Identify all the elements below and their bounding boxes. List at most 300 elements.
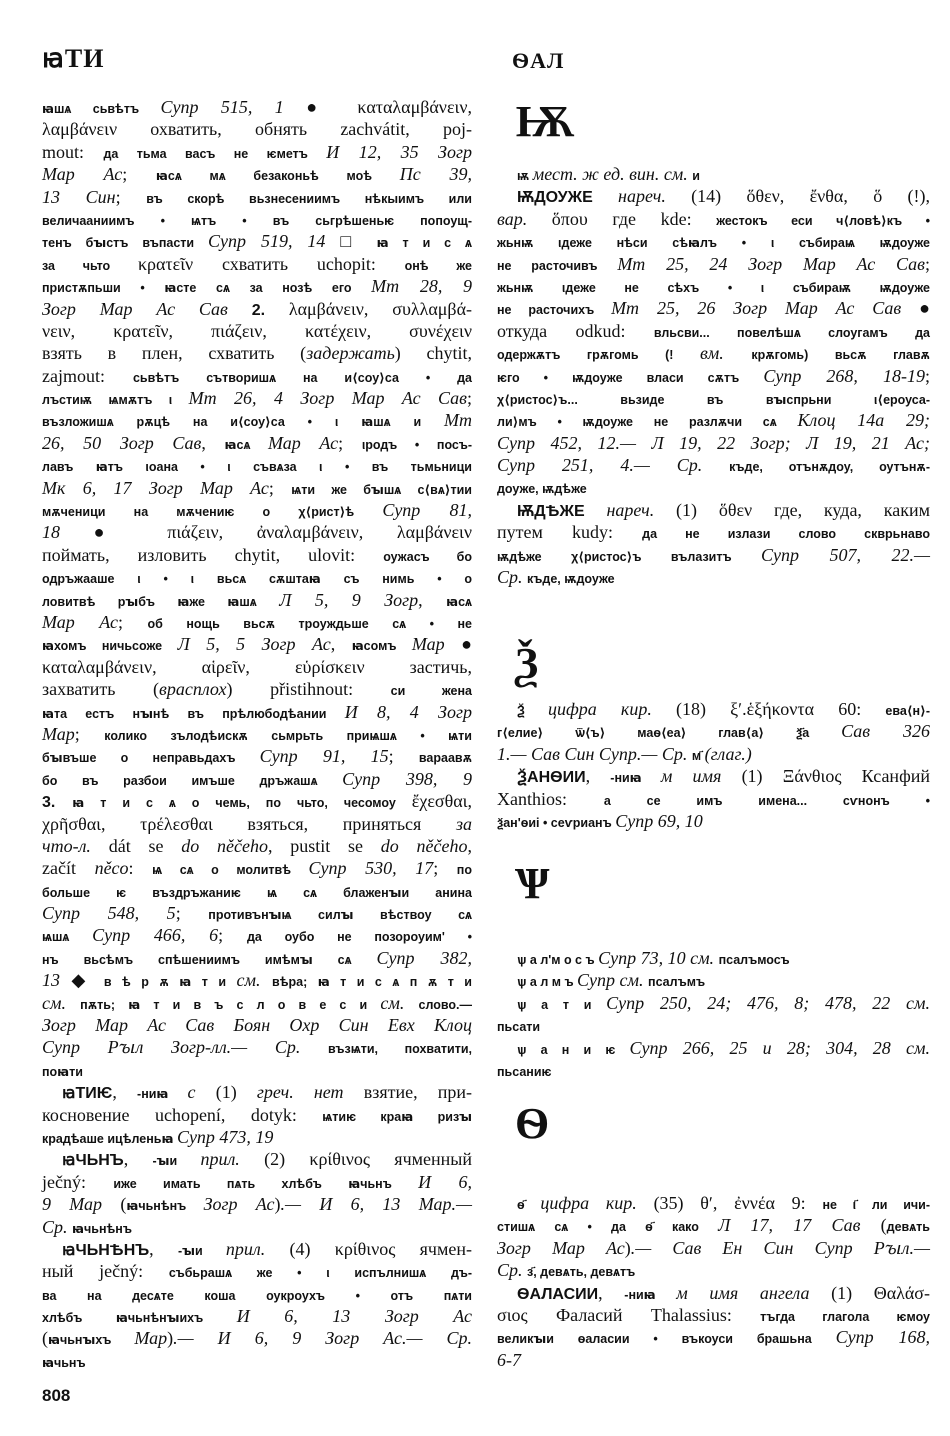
dictionary-entry — [497, 992, 930, 1037]
citation-text: задержать — [306, 343, 395, 364]
gloss-text: zajmout: — [42, 365, 133, 386]
slavonic-text: г⟨елие⟩ ѿ⟨ъ⟩ маѳ⟨еа⟩ глав⟨а⟩ ѯ҃а — [497, 726, 842, 741]
slavonic-text: ꙗхомъ ничьсоже — [42, 639, 178, 654]
entry-line — [42, 1327, 472, 1349]
citation-text: Супр 73, 10 см. — [598, 948, 719, 968]
slavonic-text: стишѧ сѧ • да ѳ҃ како — [497, 1220, 719, 1235]
slavonic-text: пьсаниѥ — [497, 1064, 552, 1079]
gloss-text: ● — [461, 634, 472, 655]
dictionary-entry — [497, 499, 930, 589]
gloss-text: (1) Ξάνθιος Ксанфий — [741, 766, 930, 787]
headword: ꙗЧЬНЪ — [62, 1152, 124, 1170]
entry-line — [497, 698, 930, 720]
citation-text: Л 5, 9 Зогр — [279, 589, 419, 610]
section-letter-fita: Ѳ — [515, 1099, 550, 1148]
gloss-text: , — [330, 634, 352, 655]
citation-text: Супр 69, 10 — [615, 810, 703, 831]
slavonic-text: мѫченици на мѫчениѥ о χ⟨рист⟩ѣ — [42, 505, 383, 520]
citation-text: Мар — [411, 634, 462, 655]
citation-text: за — [455, 813, 472, 834]
gloss-text: (14) ὅθεν, ἔνθα, ὅ (!), — [691, 186, 930, 207]
slavonic-text: бꙑвъше о неправьдахъ — [42, 751, 260, 766]
gloss-text: ный ječný: — [42, 1261, 169, 1282]
citation-text: něco — [94, 858, 129, 879]
gloss-text: путем kudy: — [497, 522, 643, 543]
section-letter-psi: Ѱ — [515, 859, 550, 908]
gloss-text: косновение uchopení, dotyk: — [42, 1104, 323, 1125]
headword: ѲАЛАСИИ — [517, 1285, 599, 1303]
gloss-text: откуда odkud: — [497, 320, 654, 341]
slavonic-text: -ꙑи — [152, 1154, 201, 1169]
gloss-text: ( — [880, 1215, 887, 1236]
slavonic-text: -ꙑи — [177, 1243, 226, 1258]
citation-text: 13 Син — [42, 186, 116, 207]
entry-line — [497, 1214, 930, 1236]
entry-line — [42, 477, 472, 499]
slavonic-text: колико зълодѣискѫ сьмрьть приѩшѧ • ѩти — [104, 728, 472, 743]
gloss-text: взять в плен, схватить ( — [42, 343, 307, 364]
gloss-text: (18) ξʹ.ἑξήκοντα 60: — [676, 699, 886, 719]
citation-text: И 6, — [418, 1171, 473, 1192]
citation-text: Сав 326 — [841, 721, 930, 742]
gloss-text: ◆ — [71, 970, 104, 991]
citation-text: Супр 251, 4.— Ср. — [497, 455, 730, 476]
citation-text: Супр 250, 24; 476, 8; 478, 22 см. — [606, 992, 930, 1013]
citation-text: см. — [380, 992, 419, 1013]
dictionary-entry — [497, 765, 930, 832]
slavonic-text: ѭдѣже χ⟨ристос⟩ъ вълазитъ — [497, 549, 762, 564]
gloss-text: ; — [117, 611, 148, 632]
citation-text: Мт 28, 9 — [371, 276, 472, 297]
slavonic-text: лъстиѭ ѩмѫтъ ι — [42, 393, 189, 408]
entry-line — [497, 1037, 930, 1059]
citation-text: 9 Мар — [42, 1194, 121, 1215]
dictionary-entry — [497, 1192, 930, 1282]
slavonic-text: тъгда глагола ѥмоу — [760, 1309, 930, 1324]
slavonic-text: събьрашѧ же • ι испълнишѧ дъ- — [168, 1266, 472, 1281]
entry-line — [497, 1237, 930, 1259]
page-number: 808 — [42, 1386, 71, 1405]
slavonic-text: псалъмъ — [648, 975, 706, 990]
headword: 2. — [251, 301, 289, 319]
slavonic-text: -ниꙗ — [624, 1287, 677, 1302]
slavonic-text: псалъмосъ — [718, 953, 790, 967]
gloss-text: (35) θʹ, ἐννέα 9: — [653, 1193, 823, 1213]
citation-text: Л 5, 5 Зогр Ас — [177, 634, 331, 655]
slavonic-text: пѫть; ꙗ т и в ъ с л о в е с и — [80, 997, 381, 1012]
slavonic-text: ꙗсѧ — [224, 437, 269, 452]
gloss-text: (2) κρίθινος ячменный — [264, 1149, 472, 1170]
gloss-text: καταλαμβάνειν, αἱρεῖν, εὑρίσκειν застичь, — [42, 656, 472, 677]
slavonic-text: тенъ бꙑстъ въпасти — [42, 236, 208, 251]
citation-text: Зогр Мар Ас Сав Боян Охр Син Евх Клоц — [42, 1015, 472, 1036]
gloss-text: ἔχεσθαι, — [411, 791, 472, 812]
entry-line — [497, 163, 930, 185]
entry-line — [42, 992, 472, 1014]
slavonic-text: ιродъ • посъ- — [361, 437, 472, 452]
citation-text: do něčeho — [181, 835, 268, 856]
slavonic-text: бо въ разбои имъше дръжашѧ — [42, 773, 343, 788]
slavonic-text: вараавѫ — [418, 751, 473, 766]
slavonic-text: оужасъ бо — [383, 549, 472, 564]
slavonic-text: къде, ѭдоуже — [527, 572, 615, 587]
citation-text: врасплох — [159, 679, 227, 700]
entry-line — [42, 1350, 472, 1372]
citation-text: Супр 466, 6 — [92, 925, 219, 946]
gloss-text: χρῆσθαι, τρέλεσθαι взяться, приняться — [42, 813, 456, 834]
entry-line — [42, 611, 472, 633]
citation-text: .— Сав Ен Син Супр Рꙑл.— — [630, 1237, 930, 1258]
gloss-text: ječný: — [42, 1171, 114, 1192]
entry-line — [42, 880, 472, 902]
gloss-text: ; — [268, 477, 292, 498]
entry-line — [42, 298, 472, 320]
entry-line — [42, 969, 472, 991]
dictionary-entry — [497, 947, 930, 969]
citation-text: см. — [236, 970, 273, 991]
entry-line — [42, 924, 472, 946]
slavonic-text: по — [456, 863, 472, 878]
slavonic-text: жьнѭ ιдеже нѣси сѣꙗлъ • ι събираѩ ѭдоуже — [497, 236, 930, 251]
slavonic-text: ѳ҃ — [517, 1198, 541, 1212]
gloss-text: ( — [120, 1194, 127, 1215]
slavonic-text: пристѫпьши • ꙗсте сѧ за нозѣ его — [42, 281, 372, 296]
gloss-text: , — [467, 835, 472, 856]
gloss-text: (1) Θαλάσ- — [831, 1282, 931, 1303]
slavonic-text: ѱ а т и — [517, 997, 607, 1012]
entry-line — [497, 1326, 930, 1348]
entry-line — [497, 275, 930, 297]
citation-text: 18 — [42, 522, 94, 543]
slavonic-text: въ скорѣ вьзнесениимъ нѣкыимъ или — [146, 191, 472, 206]
citation-text: Мар Ас — [42, 611, 118, 632]
gloss-text: ) — [624, 1237, 631, 1258]
gloss-text: ) — [274, 1194, 281, 1215]
citation-text: 1.— Сав Син Супр.— Ср. — [497, 743, 692, 764]
slavonic-text: великꙑи ѳаласии • въкоуси брашьна — [497, 1332, 836, 1347]
entry-line — [497, 230, 930, 252]
slavonic-text: не ι҃ ли ичи- — [822, 1198, 930, 1212]
slavonic-text: ꙗчьнꙑхъ — [48, 1333, 135, 1348]
headword: ѬДѢЖЕ — [517, 502, 607, 520]
entry-line — [42, 1014, 472, 1036]
gloss-text: ; — [175, 903, 209, 924]
citation-text: цифра кир. — [547, 699, 676, 719]
citation-text: Супр 398, 9 — [342, 768, 473, 789]
slavonic-text: ѱ а л м ъ — [517, 975, 578, 990]
gloss-text: , — [201, 432, 225, 453]
citation-text: Мт 26, 4 Зогр Мар Ас Сав — [188, 388, 467, 409]
citation-text: Ср. — [497, 567, 528, 588]
citation-text: Мт — [444, 410, 472, 431]
gloss-text: , — [585, 766, 611, 787]
headword: ѬДОУЖЕ — [517, 189, 619, 207]
slavonic-text: ꙗчьнѣнъ — [72, 1221, 132, 1236]
left-running-head: ꙗТИ — [42, 44, 105, 73]
slavonic-text: хлѣбъ ꙗчьнѣнꙑихъ — [42, 1311, 237, 1326]
citation-text: do něčeho — [380, 835, 468, 856]
slavonic-text: ꙗсѧ — [446, 594, 473, 609]
dictionary-entry — [497, 1282, 930, 1372]
gloss-text: λαμβάνειν, συλλαμβά- — [288, 298, 472, 319]
gloss-text: (1) ὅθεν где, куда, каким — [676, 499, 930, 520]
gloss-text: Xanthios: — [497, 788, 604, 809]
entry-line — [497, 969, 930, 991]
citation-text: Супр см. — [577, 970, 649, 991]
entry-line — [42, 947, 472, 969]
entry-line — [42, 432, 472, 454]
citation-text: Л 17, 17 Сав — [718, 1215, 881, 1236]
entry-line — [497, 208, 930, 230]
gloss-text: ; — [433, 858, 457, 879]
entry-line — [497, 720, 930, 742]
slavonic-text: величааниимъ • ѩтъ • въ сьгрѣшеньѥ попоущ- — [42, 213, 472, 228]
citation-text: .— И 6, 13 Мар.— — [280, 1194, 472, 1215]
entry-line — [497, 499, 930, 521]
entry-line — [497, 1349, 930, 1371]
slavonic-text: -ниꙗ — [137, 1087, 188, 1102]
citation-text: греч. нет — [256, 1082, 364, 1103]
section-fita-entries — [497, 1192, 930, 1371]
slavonic-text: ѥго • ѭдоуже власи сѫтъ — [497, 370, 764, 385]
slavonic-text: об нощь вьсѫ троуждьше сѧ • не — [147, 616, 472, 631]
citation-text: Мт 25, 24 Зогр Мар Ас Сав — [617, 253, 925, 274]
dictionary-entry — [42, 1238, 472, 1372]
entry-line — [42, 521, 472, 543]
entry-line — [497, 387, 930, 409]
citation-text: Мт 25, 26 Зогр Мар Ас Сав — [611, 298, 920, 319]
citation-text: Супр Рꙑл Зогр-лл.— Ср. — [42, 1037, 328, 1058]
gloss-text: ● καταλαμβάνειν, — [306, 97, 472, 117]
entry-line — [497, 743, 930, 765]
citation-text: Зогр Мар Ас Сав — [42, 298, 252, 319]
entry-line — [42, 544, 472, 566]
dictionary-entry — [42, 96, 472, 1081]
citation-text: вм. — [699, 343, 752, 364]
citation-text: Супр 515, 1 — [160, 97, 307, 117]
entry-line — [42, 141, 472, 163]
gloss-text: : — [128, 858, 153, 879]
slavonic-text: крѫгомь) вьсѫ главѫ — [751, 348, 930, 363]
dictionary-entry — [42, 1081, 472, 1148]
citation-text: .— И 6, 9 Зогр Ас.— Ср. — [173, 1328, 472, 1349]
slavonic-text: ли⟩мъ • ѭдоуже не разлѫчи сѧ — [497, 415, 798, 430]
citation-text: Мар Ас — [42, 164, 123, 185]
citation-text: Ср. — [497, 1260, 528, 1281]
slavonic-text: слово.— — [418, 997, 472, 1012]
citation-text: Мар — [42, 723, 75, 744]
slavonic-text: ѩтиѥ краꙗ ризꙑ — [322, 1109, 472, 1124]
citation-text: Супр 452, 12.— Л 19, 22 Зогр; Л 19, 21 Ас; — [497, 432, 930, 453]
citation-text: Мар Ас — [268, 432, 339, 453]
citation-text: прил. — [225, 1238, 290, 1259]
slavonic-text: ꙗсѧ мѧ безаконьѣ моѣ — [155, 169, 400, 184]
gloss-text: взятие, при- — [363, 1082, 473, 1103]
slavonic-text: жьнѭ ιдеже не сѣхъ • ι събираѭ ѭдоуже — [497, 280, 930, 295]
gloss-text: νειν, κρατεῖν, πιάζειν, κατέχειν, συνέχειν — [42, 320, 472, 341]
slavonic-text: къде, отънѫдоу, оутънѫ- — [729, 460, 931, 475]
entry-line — [497, 432, 930, 454]
citation-text: Пс 39, — [399, 164, 472, 185]
slavonic-text: больше ѥ въздръжаниѥ ѩ сѧ блаженꙑи анина — [42, 885, 472, 900]
entry-line — [497, 1304, 930, 1326]
slavonic-text: одръжааше ι • ι вьсѧ сѫштаꙗ съ нимь • о — [42, 572, 472, 587]
slavonic-text: онѣ же — [404, 258, 472, 273]
slavonic-text: жестокъ еси ч⟨ловѣ⟩къ • — [716, 213, 931, 228]
entry-line — [497, 297, 930, 319]
gloss-text: , — [112, 1082, 138, 1103]
entry-line — [497, 1282, 930, 1304]
entry-line — [42, 387, 472, 409]
entry-line — [42, 768, 472, 790]
gloss-text: , — [149, 1238, 178, 1259]
citation-text: что-л. — [42, 835, 91, 856]
citation-text: м имя ангела — [676, 1282, 832, 1303]
slavonic-text: ѱ а н и ѥ — [517, 1042, 630, 1057]
entry-line — [42, 835, 472, 857]
section-yus-entries — [497, 163, 930, 588]
gloss-text: ; — [924, 365, 930, 386]
slavonic-text: ѩти же бꙑшѧ с⟨вѧ⟩тии — [291, 482, 472, 497]
slavonic-text: да тьма васъ не ѥметъ — [103, 146, 327, 161]
dictionary-entry — [42, 1148, 472, 1238]
entry-line — [42, 454, 472, 476]
section-ksi-entries — [497, 698, 930, 832]
entry-line — [497, 566, 930, 588]
entry-line — [42, 678, 472, 700]
slavonic-text: ѯан'ѳиі • сеѵрианъ — [497, 815, 616, 830]
citation-text: Супр 168, — [835, 1327, 930, 1348]
slavonic-text: ловитвѣ рꙑбъ ꙗже ꙗшѧ — [42, 594, 280, 609]
entry-line — [42, 566, 472, 588]
gloss-text: ὅπου где kde: — [551, 208, 717, 229]
entry-line — [497, 409, 930, 431]
gloss-text: mout: — [42, 141, 104, 162]
gloss-text: ) chytit, — [394, 343, 472, 364]
entry-line — [42, 186, 472, 208]
citation-text: см. — [42, 992, 81, 1013]
entry-line — [42, 163, 472, 185]
citation-text: Супр 548, 5 — [42, 903, 176, 924]
entry-line — [497, 365, 930, 387]
slavonic-text: з҃, девѧть, девѧтъ — [527, 1265, 636, 1280]
headword: ꙗТИѤ — [62, 1085, 113, 1103]
citation-text: Зогр Мар Ас — [497, 1237, 625, 1258]
section-letter-yus: Ѭ — [515, 97, 575, 146]
citation-text: Ср. — [42, 1216, 73, 1237]
gloss-text: ● πιάζειν, ἀναλαμβάνειν, λαμβάνειν — [93, 522, 472, 543]
entry-line — [42, 589, 472, 611]
citation-text: Супр 519, 14 — [208, 231, 341, 252]
slavonic-text: възѩти, похватити, — [328, 1042, 472, 1057]
right-running-head: ѲАЛ — [512, 48, 565, 73]
entry-line — [42, 1216, 472, 1238]
citation-text: И 8, 4 Зогр — [344, 701, 472, 722]
entry-line — [42, 813, 472, 835]
slavonic-text: χ⟨ристос⟩ъ... вьзиде въ вꙑспрьни ι⟨ероуса- — [497, 392, 930, 407]
entry-line — [497, 1192, 930, 1214]
headword: ѮАНѲИИ — [517, 769, 586, 787]
entry-line — [42, 1193, 472, 1215]
entry-line — [42, 790, 472, 812]
entry-line — [497, 253, 930, 275]
dictionary-entry — [497, 969, 930, 991]
entry-line — [497, 320, 930, 342]
slavonic-text: ева⟨н⟩- — [885, 704, 930, 718]
slavonic-text: ꙗшѧ сьвѣтъ — [42, 102, 161, 116]
entry-line — [497, 454, 930, 476]
dictionary-entry — [497, 1037, 930, 1082]
entry-line — [42, 320, 472, 342]
entry-line — [497, 1014, 930, 1036]
slavonic-text: в ѣ р ѫ ꙗ т и — [103, 975, 237, 990]
citation-text: И 12, 35 Зогр — [326, 141, 472, 162]
gloss-text: ; — [218, 925, 247, 946]
gloss-text: ( — [42, 1328, 48, 1349]
headword: ꙗЧЬНѢНЪ — [62, 1241, 150, 1259]
citation-text: Супр 507, 22.— — [761, 544, 931, 565]
slavonic-text: противънꙑѩ силꙑ вѣствоу сѧ — [208, 908, 472, 923]
citation-text: Супр 530, 17 — [308, 858, 434, 879]
entry-line — [497, 1259, 930, 1281]
gloss-text: , — [123, 1149, 153, 1170]
gloss-text: začít — [42, 858, 95, 879]
slavonic-text: доуже, ѭдѣже — [497, 482, 587, 497]
citation-text: Супр 266, 25 и 28; 304, 28 см. — [629, 1037, 931, 1058]
entry-line — [42, 1148, 472, 1170]
entry-line — [42, 633, 472, 655]
slavonic-text: иже имать пѧть хлѣбъ ꙗчьнъ — [113, 1176, 419, 1191]
entry-line — [497, 810, 930, 832]
entry-line — [42, 745, 472, 767]
entry-line — [42, 275, 472, 297]
slavonic-text: ꙗчьнѣнъ — [126, 1199, 204, 1214]
citation-text: Супр 81, — [382, 500, 473, 521]
slavonic-text: ꙗсомъ — [351, 639, 412, 654]
entry-line — [42, 701, 472, 723]
entry-line — [42, 365, 472, 387]
citation-text: Супр 473, 19 — [176, 1126, 274, 1147]
citation-text: мест. ж ед. вин. см. — [532, 164, 693, 184]
gloss-text: ; — [122, 164, 156, 185]
entry-line — [497, 521, 930, 543]
slavonic-text: сьвѣтъ сътворишѧ на и⟨соу⟩са • да — [132, 370, 473, 385]
citation-text: (глаг.) — [704, 743, 752, 764]
citation-text: цифра кир. — [540, 1193, 654, 1213]
slavonic-text: да не излази слово скврьнаво — [642, 527, 930, 542]
entry-line — [42, 1104, 472, 1126]
entry-line — [42, 230, 472, 252]
slavonic-text: лавъ ꙗтъ ιоана • ι съвѧза ι • въ тьмьници — [42, 460, 472, 475]
slavonic-text: -ниꙗ — [610, 771, 661, 786]
citation-text: прил. — [200, 1149, 265, 1170]
gloss-text: κρατεῖν схватить uchopit: — [137, 253, 405, 274]
gloss-text: dát se — [90, 835, 182, 856]
slavonic-text: пьсати — [497, 1020, 541, 1035]
entry-line — [497, 947, 930, 969]
gloss-text: ; — [338, 432, 362, 453]
gloss-text: ; — [74, 723, 105, 744]
gloss-text: (4) κρίθινος ячмен- — [289, 1238, 472, 1259]
slavonic-text: вѣра; ꙗ т и с ѧ п ѫ т и — [272, 975, 472, 990]
citation-text: 13 — [42, 970, 72, 991]
gloss-text: захватить ( — [42, 679, 160, 700]
gloss-text: ● — [919, 298, 930, 319]
slavonic-text: Ѯ — [517, 704, 548, 718]
dictionary-entry — [497, 185, 930, 498]
gloss-text: , — [598, 1282, 625, 1303]
slavonic-text: одержѫтъ грѫгомь (! — [497, 348, 700, 363]
